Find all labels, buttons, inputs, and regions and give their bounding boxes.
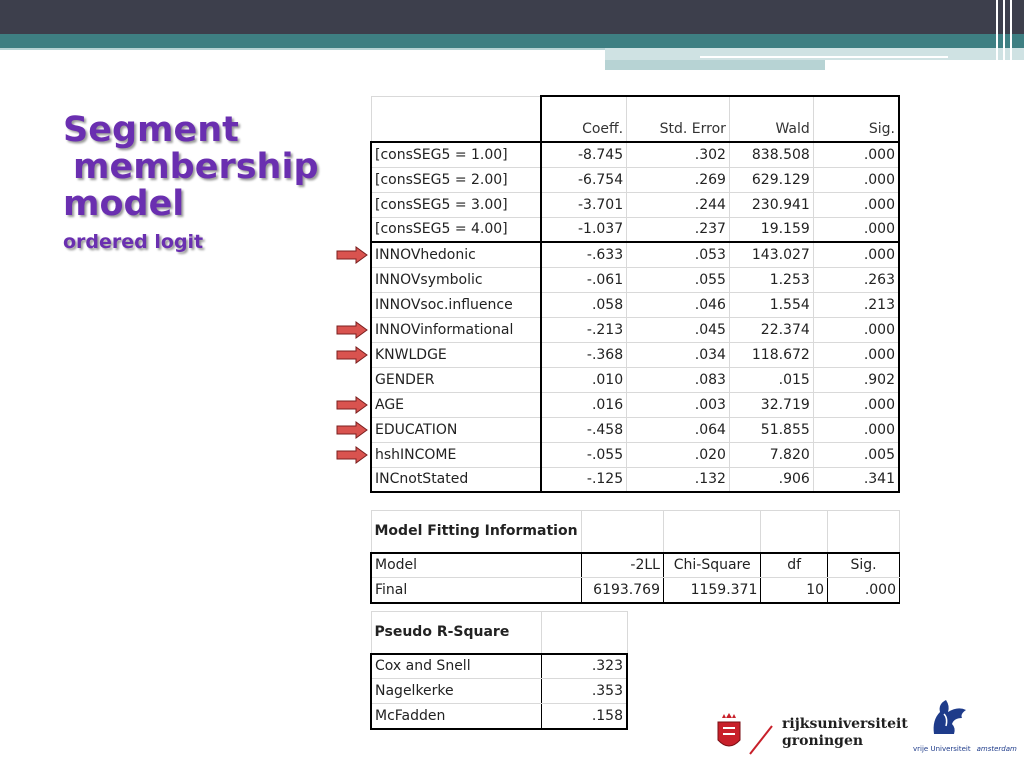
variable-label: INNOVinformational: [371, 317, 541, 342]
pseudo-r-square-label: Cox and Snell: [371, 654, 541, 679]
model-fitting-value: 10: [761, 578, 828, 603]
coefficient-value: -.213: [541, 317, 627, 342]
pseudo-r-square-row: [371, 679, 627, 704]
coefficient-value: .000: [813, 167, 899, 192]
coefficients-header-cell: Coeff.: [541, 96, 627, 142]
coefficients-row: [371, 192, 899, 217]
coefficient-value: -3.701: [541, 192, 627, 217]
model-fitting-header-cell: Sig.: [828, 553, 900, 578]
model-fitting-value: 6193.769: [581, 578, 663, 603]
coefficient-value: .020: [627, 442, 730, 467]
variable-label: KNWLDGE: [371, 342, 541, 367]
vu-logo-left: vrije Universiteit: [913, 745, 971, 753]
coefficient-value: .058: [541, 292, 627, 317]
model-fitting-value: 1159.371: [663, 578, 760, 603]
coefficient-value: -.061: [541, 267, 627, 292]
coefficients-row: [371, 467, 899, 492]
coefficient-value: .003: [627, 392, 730, 417]
model-fitting-header-row: [371, 553, 900, 578]
title-line-2: membership: [73, 147, 319, 187]
vu-logo-text: [913, 745, 1017, 753]
pseudo-r-square-title: Pseudo R-Square: [371, 612, 541, 654]
coefficient-value: -8.745: [541, 142, 627, 167]
coefficient-value: .000: [813, 192, 899, 217]
coefficient-value: .902: [813, 367, 899, 392]
coefficient-value: .000: [813, 142, 899, 167]
rug-logo-line-2: groningen: [782, 733, 864, 749]
variable-label: [consSEG5 = 3.00]: [371, 192, 541, 217]
header-vertical-line: [1003, 0, 1005, 70]
coefficients-row: [371, 392, 899, 417]
coefficients-row: [371, 317, 899, 342]
coefficient-value: .005: [813, 442, 899, 467]
coefficient-value: -.458: [541, 417, 627, 442]
coefficients-header-row: [371, 96, 899, 142]
variable-label: INNOVsoc.influence: [371, 292, 541, 317]
coefficients-row: [371, 442, 899, 467]
coefficient-value: 230.941: [729, 192, 813, 217]
coefficient-value: -6.754: [541, 167, 627, 192]
coefficient-value: .000: [813, 417, 899, 442]
vu-griffin-icon: [926, 696, 972, 738]
slide-title: [63, 112, 353, 255]
coefficients-header-cell: [371, 96, 541, 142]
arrow-right-icon: [336, 346, 368, 364]
variable-label: EDUCATION: [371, 417, 541, 442]
arrow-right-icon: [336, 446, 368, 464]
coefficient-value: 7.820: [729, 442, 813, 467]
coefficient-value: -.633: [541, 242, 627, 267]
pseudo-r-square-value: .353: [541, 679, 627, 704]
variable-label: [consSEG5 = 4.00]: [371, 217, 541, 242]
coefficient-value: .010: [541, 367, 627, 392]
coefficient-value: .016: [541, 392, 627, 417]
variable-label: INCnotStated: [371, 467, 541, 492]
coefficient-value: 51.855: [729, 417, 813, 442]
coefficient-value: .034: [627, 342, 730, 367]
title-subtitle: ordered logit: [63, 231, 204, 253]
coefficient-value: -.368: [541, 342, 627, 367]
coefficient-value: .341: [813, 467, 899, 492]
coefficient-value: 838.508: [729, 142, 813, 167]
coefficients-row: [371, 267, 899, 292]
header-band-light-strip: [605, 60, 825, 70]
coefficient-value: .244: [627, 192, 730, 217]
pseudo-r-square-row: [371, 654, 627, 679]
model-fitting-value: Final: [371, 578, 581, 603]
coefficient-value: .302: [627, 142, 730, 167]
coefficients-header-cell: Sig.: [813, 96, 899, 142]
coefficients-row: [371, 292, 899, 317]
coefficient-value: .000: [813, 342, 899, 367]
variable-label: INNOVsymbolic: [371, 267, 541, 292]
coefficient-value: .000: [813, 392, 899, 417]
header-band-teal: [0, 34, 1024, 48]
pseudo-r-square-table: [370, 611, 628, 730]
coefficient-value: .132: [627, 467, 730, 492]
coefficient-value: .237: [627, 217, 730, 242]
coefficient-value: .000: [813, 317, 899, 342]
title-line-1: Segment: [63, 110, 239, 150]
pseudo-r-square-label: McFadden: [371, 704, 541, 729]
coefficient-value: .055: [627, 267, 730, 292]
coefficient-value: .045: [627, 317, 730, 342]
model-fitting-data-row: [371, 578, 900, 603]
coefficient-value: 22.374: [729, 317, 813, 342]
model-fitting-header-cell: -2LL: [581, 553, 663, 578]
variable-label: INNOVhedonic: [371, 242, 541, 267]
pseudo-r-square-label: Nagelkerke: [371, 679, 541, 704]
header-band-dark: [0, 0, 1024, 34]
coefficient-value: .064: [627, 417, 730, 442]
coefficient-value: 118.672: [729, 342, 813, 367]
rug-logo-line-1: rijksuniversiteit: [782, 716, 908, 732]
pseudo-r-square-value: .323: [541, 654, 627, 679]
coefficient-value: .269: [627, 167, 730, 192]
header-vertical-line: [1010, 0, 1012, 70]
coefficients-header-cell: Wald: [729, 96, 813, 142]
coefficient-value: .263: [813, 267, 899, 292]
coefficient-value: 19.159: [729, 217, 813, 242]
coefficients-row: [371, 342, 899, 367]
header-band-light: [0, 48, 605, 50]
coefficient-value: -1.037: [541, 217, 627, 242]
coefficients-header-cell: Std. Error: [627, 96, 730, 142]
model-fitting-title: Model Fitting Information: [371, 511, 581, 553]
arrow-right-icon: [336, 321, 368, 339]
variable-label: hshINCOME: [371, 442, 541, 467]
coefficient-value: .053: [627, 242, 730, 267]
coefficient-value: .000: [813, 242, 899, 267]
variable-label: [consSEG5 = 2.00]: [371, 167, 541, 192]
pseudo-r-square-value: .158: [541, 704, 627, 729]
header-vertical-line: [996, 0, 998, 70]
model-fitting-value: .000: [828, 578, 900, 603]
coefficient-value: -.055: [541, 442, 627, 467]
model-fitting-header-cell: Chi-Square: [663, 553, 760, 578]
coefficient-value: .046: [627, 292, 730, 317]
pseudo-r-square-row: [371, 704, 627, 729]
coefficient-value: -.125: [541, 467, 627, 492]
header-white-line: [700, 56, 948, 58]
coefficient-value: .000: [813, 217, 899, 242]
coefficient-value: 1.554: [729, 292, 813, 317]
coefficient-value: .906: [729, 467, 813, 492]
coefficients-row: [371, 142, 899, 167]
coefficients-row: [371, 367, 899, 392]
coefficient-value: 629.129: [729, 167, 813, 192]
rug-crest-icon: [710, 708, 780, 758]
variable-label: GENDER: [371, 367, 541, 392]
coefficients-row: [371, 217, 899, 242]
coefficients-row: [371, 417, 899, 442]
coefficient-value: 1.253: [729, 267, 813, 292]
model-fitting-header-cell: df: [761, 553, 828, 578]
arrow-right-icon: [336, 396, 368, 414]
model-fitting-table: [370, 510, 900, 604]
coefficients-table: [370, 95, 900, 493]
header-band-light-right: [605, 48, 1024, 60]
arrow-right-icon: [336, 246, 368, 264]
coefficient-value: .015: [729, 367, 813, 392]
variable-label: AGE: [371, 392, 541, 417]
coefficient-value: .083: [627, 367, 730, 392]
coefficients-row: [371, 167, 899, 192]
vu-logo-right: amsterdam: [976, 745, 1017, 753]
title-line-3: model: [63, 184, 185, 224]
arrow-right-icon: [336, 421, 368, 439]
coefficient-value: 32.719: [729, 392, 813, 417]
coefficient-value: .213: [813, 292, 899, 317]
coefficient-value: 143.027: [729, 242, 813, 267]
coefficients-row: [371, 242, 899, 267]
model-fitting-header-cell: Model: [371, 553, 581, 578]
rug-logo-text: [782, 716, 908, 750]
results-table-area: [370, 95, 900, 740]
variable-label: [consSEG5 = 1.00]: [371, 142, 541, 167]
